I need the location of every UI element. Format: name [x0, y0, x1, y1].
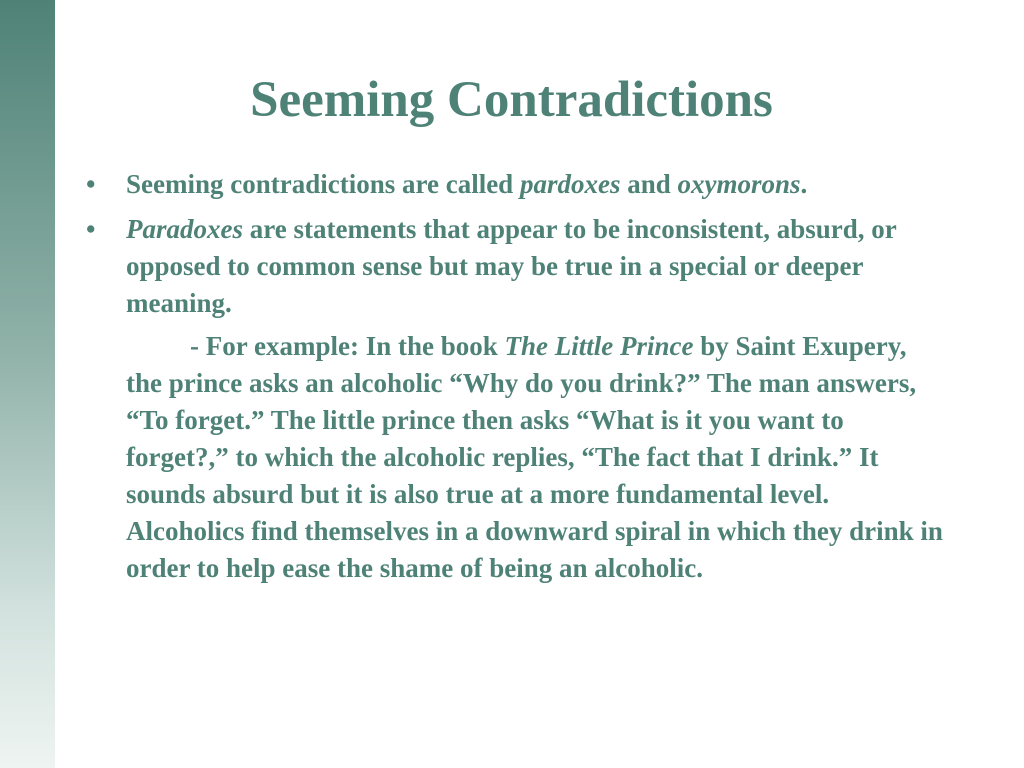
italic-term-paradoxes: Paradoxes [126, 214, 243, 244]
italic-book-title: The Little Prince [504, 331, 694, 361]
side-gradient-band [0, 0, 55, 768]
bullet-text: Seeming contradictions are called [126, 169, 520, 199]
slide-body [86, 166, 946, 587]
bullet-seeming-contradictions [86, 166, 946, 203]
bullet-marker: • [86, 169, 96, 199]
example-paragraph [126, 328, 946, 587]
bullet-marker: • [86, 214, 96, 244]
italic-term-pardoxes: pardoxes [519, 169, 621, 199]
slide-title: Seeming Contradictions [250, 72, 773, 128]
example-text: by Saint Exupery, the prince asks an alcoholic “Why do you drink?” The man answers, “To forget.” The little prince then asks “What is it you want to forget?,” to which the alcoholic replies, “The fact that I drink.” It sounds absurd but it is also true at a more fundamental level. Alcoholics find themselves in a downward spiral in which they drink in order to help ease the shame of being an alcoholic. [126, 331, 943, 583]
example-text: - For example: In the book [190, 331, 505, 361]
bullet-text: . [800, 169, 808, 199]
bullet-paradoxes [86, 211, 946, 587]
bullet-text: are statements that appear to be inconsistent, absurd, or opposed to common sense but may be true in a special or deeper meaning. [126, 214, 897, 318]
bullet-text: and [620, 169, 678, 199]
italic-term-oxymorons: oxymorons [677, 169, 801, 199]
